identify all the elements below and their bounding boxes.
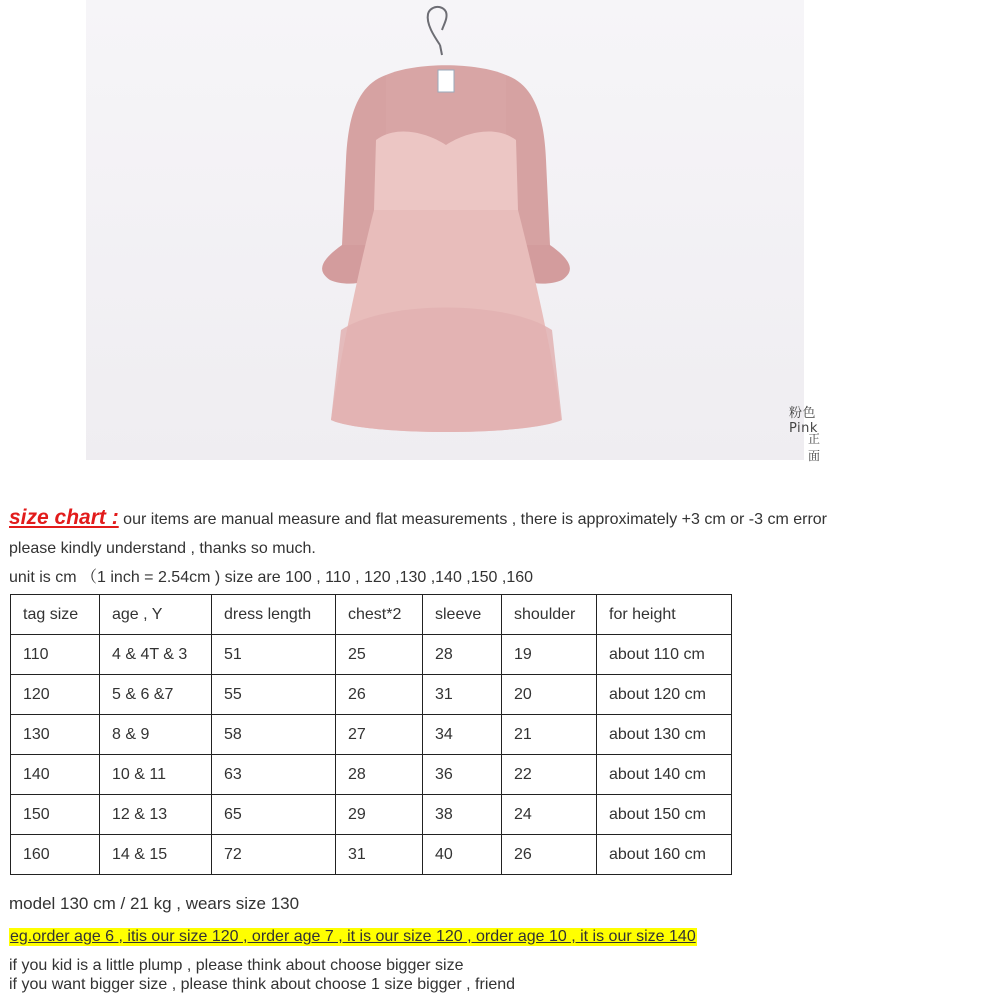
cell-sleeve: 28: [423, 635, 502, 675]
cell-tag-size: 120: [11, 675, 100, 715]
cell-dress-length: 65: [212, 795, 336, 835]
table-row: [11, 635, 732, 675]
cell-chest: 25: [336, 635, 423, 675]
cell-sleeve: 34: [423, 715, 502, 755]
cell-tag-size: 160: [11, 835, 100, 875]
cell-for-height: about 150 cm: [597, 795, 732, 835]
color-caption: 粉色 Pink: [789, 406, 818, 436]
bigger-size-tip: if you want bigger size , please think about choose 1 size bigger , friend: [9, 976, 516, 993]
cell-sleeve: 38: [423, 795, 502, 835]
brand-tag: [438, 70, 454, 92]
model-info: model 130 cm / 21 kg , wears size 130: [9, 894, 300, 913]
cell-age: 12 & 13: [100, 795, 212, 835]
cell-chest: 31: [336, 835, 423, 875]
header-tag-size: tag size: [11, 595, 100, 635]
cell-age: 5 & 6 &7: [100, 675, 212, 715]
cell-for-height: about 140 cm: [597, 755, 732, 795]
size-table: [10, 594, 732, 875]
cell-dress-length: 58: [212, 715, 336, 755]
cell-dress-length: 51: [212, 635, 336, 675]
cell-shoulder: 22: [502, 755, 597, 795]
cell-sleeve: 31: [423, 675, 502, 715]
table-row: [11, 715, 732, 755]
intro-line-1: [9, 503, 989, 534]
product-photo: [86, 0, 821, 463]
table-row: [11, 755, 732, 795]
intro-line-2: please kindly understand , thanks so much.: [9, 540, 316, 557]
cell-for-height: about 120 cm: [597, 675, 732, 715]
header-sleeve: sleeve: [423, 595, 502, 635]
cell-chest: 29: [336, 795, 423, 835]
cell-chest: 27: [336, 715, 423, 755]
table-row: [11, 675, 732, 715]
header-for-height: for height: [597, 595, 732, 635]
lace-hem: [331, 308, 562, 433]
view-caption: 正面: [808, 432, 821, 463]
header-shoulder: shoulder: [502, 595, 597, 635]
cell-chest: 28: [336, 755, 423, 795]
cell-dress-length: 63: [212, 755, 336, 795]
table-row: [11, 835, 732, 875]
size-chart-intro: [9, 503, 989, 592]
cell-for-height: about 160 cm: [597, 835, 732, 875]
unit-line: unit is cm （1 inch = 2.54cm ) size are 100 , 110 , 120 ,130 ,140 ,150 ,160: [9, 569, 534, 586]
header-chest: chest*2: [336, 595, 423, 635]
table-header-row: [11, 595, 732, 635]
cell-tag-size: 110: [11, 635, 100, 675]
plump-tip: if you kid is a little plump , please think about choose bigger size: [9, 957, 464, 974]
header-dress-length: dress length: [212, 595, 336, 635]
cell-dress-length: 72: [212, 835, 336, 875]
cell-shoulder: 20: [502, 675, 597, 715]
cell-shoulder: 21: [502, 715, 597, 755]
cell-for-height: about 130 cm: [597, 715, 732, 755]
cell-age: 14 & 15: [100, 835, 212, 875]
cell-tag-size: 140: [11, 755, 100, 795]
cell-sleeve: 36: [423, 755, 502, 795]
cell-shoulder: 19: [502, 635, 597, 675]
cell-shoulder: 24: [502, 795, 597, 835]
cell-for-height: about 110 cm: [597, 635, 732, 675]
cell-dress-length: 55: [212, 675, 336, 715]
intro-text: our items are manual measure and flat measurements , there is approximately +3 cm or -3 cm error: [118, 511, 827, 528]
cell-chest: 26: [336, 675, 423, 715]
cell-tag-size: 150: [11, 795, 100, 835]
size-example-highlight: eg.order age 6 , itis our size 120 , order age 7 , it is our size 120 , order age 10 , it is our size 140: [10, 928, 696, 945]
table-row: [11, 795, 732, 835]
header-age: age , Y: [100, 595, 212, 635]
cell-age: 4 & 4T & 3: [100, 635, 212, 675]
cell-age: 8 & 9: [100, 715, 212, 755]
cell-shoulder: 26: [502, 835, 597, 875]
cell-tag-size: 130: [11, 715, 100, 755]
size-chart-title: size chart :: [9, 506, 119, 529]
dress-illustration: [86, 0, 804, 460]
cell-sleeve: 40: [423, 835, 502, 875]
cell-age: 10 & 11: [100, 755, 212, 795]
